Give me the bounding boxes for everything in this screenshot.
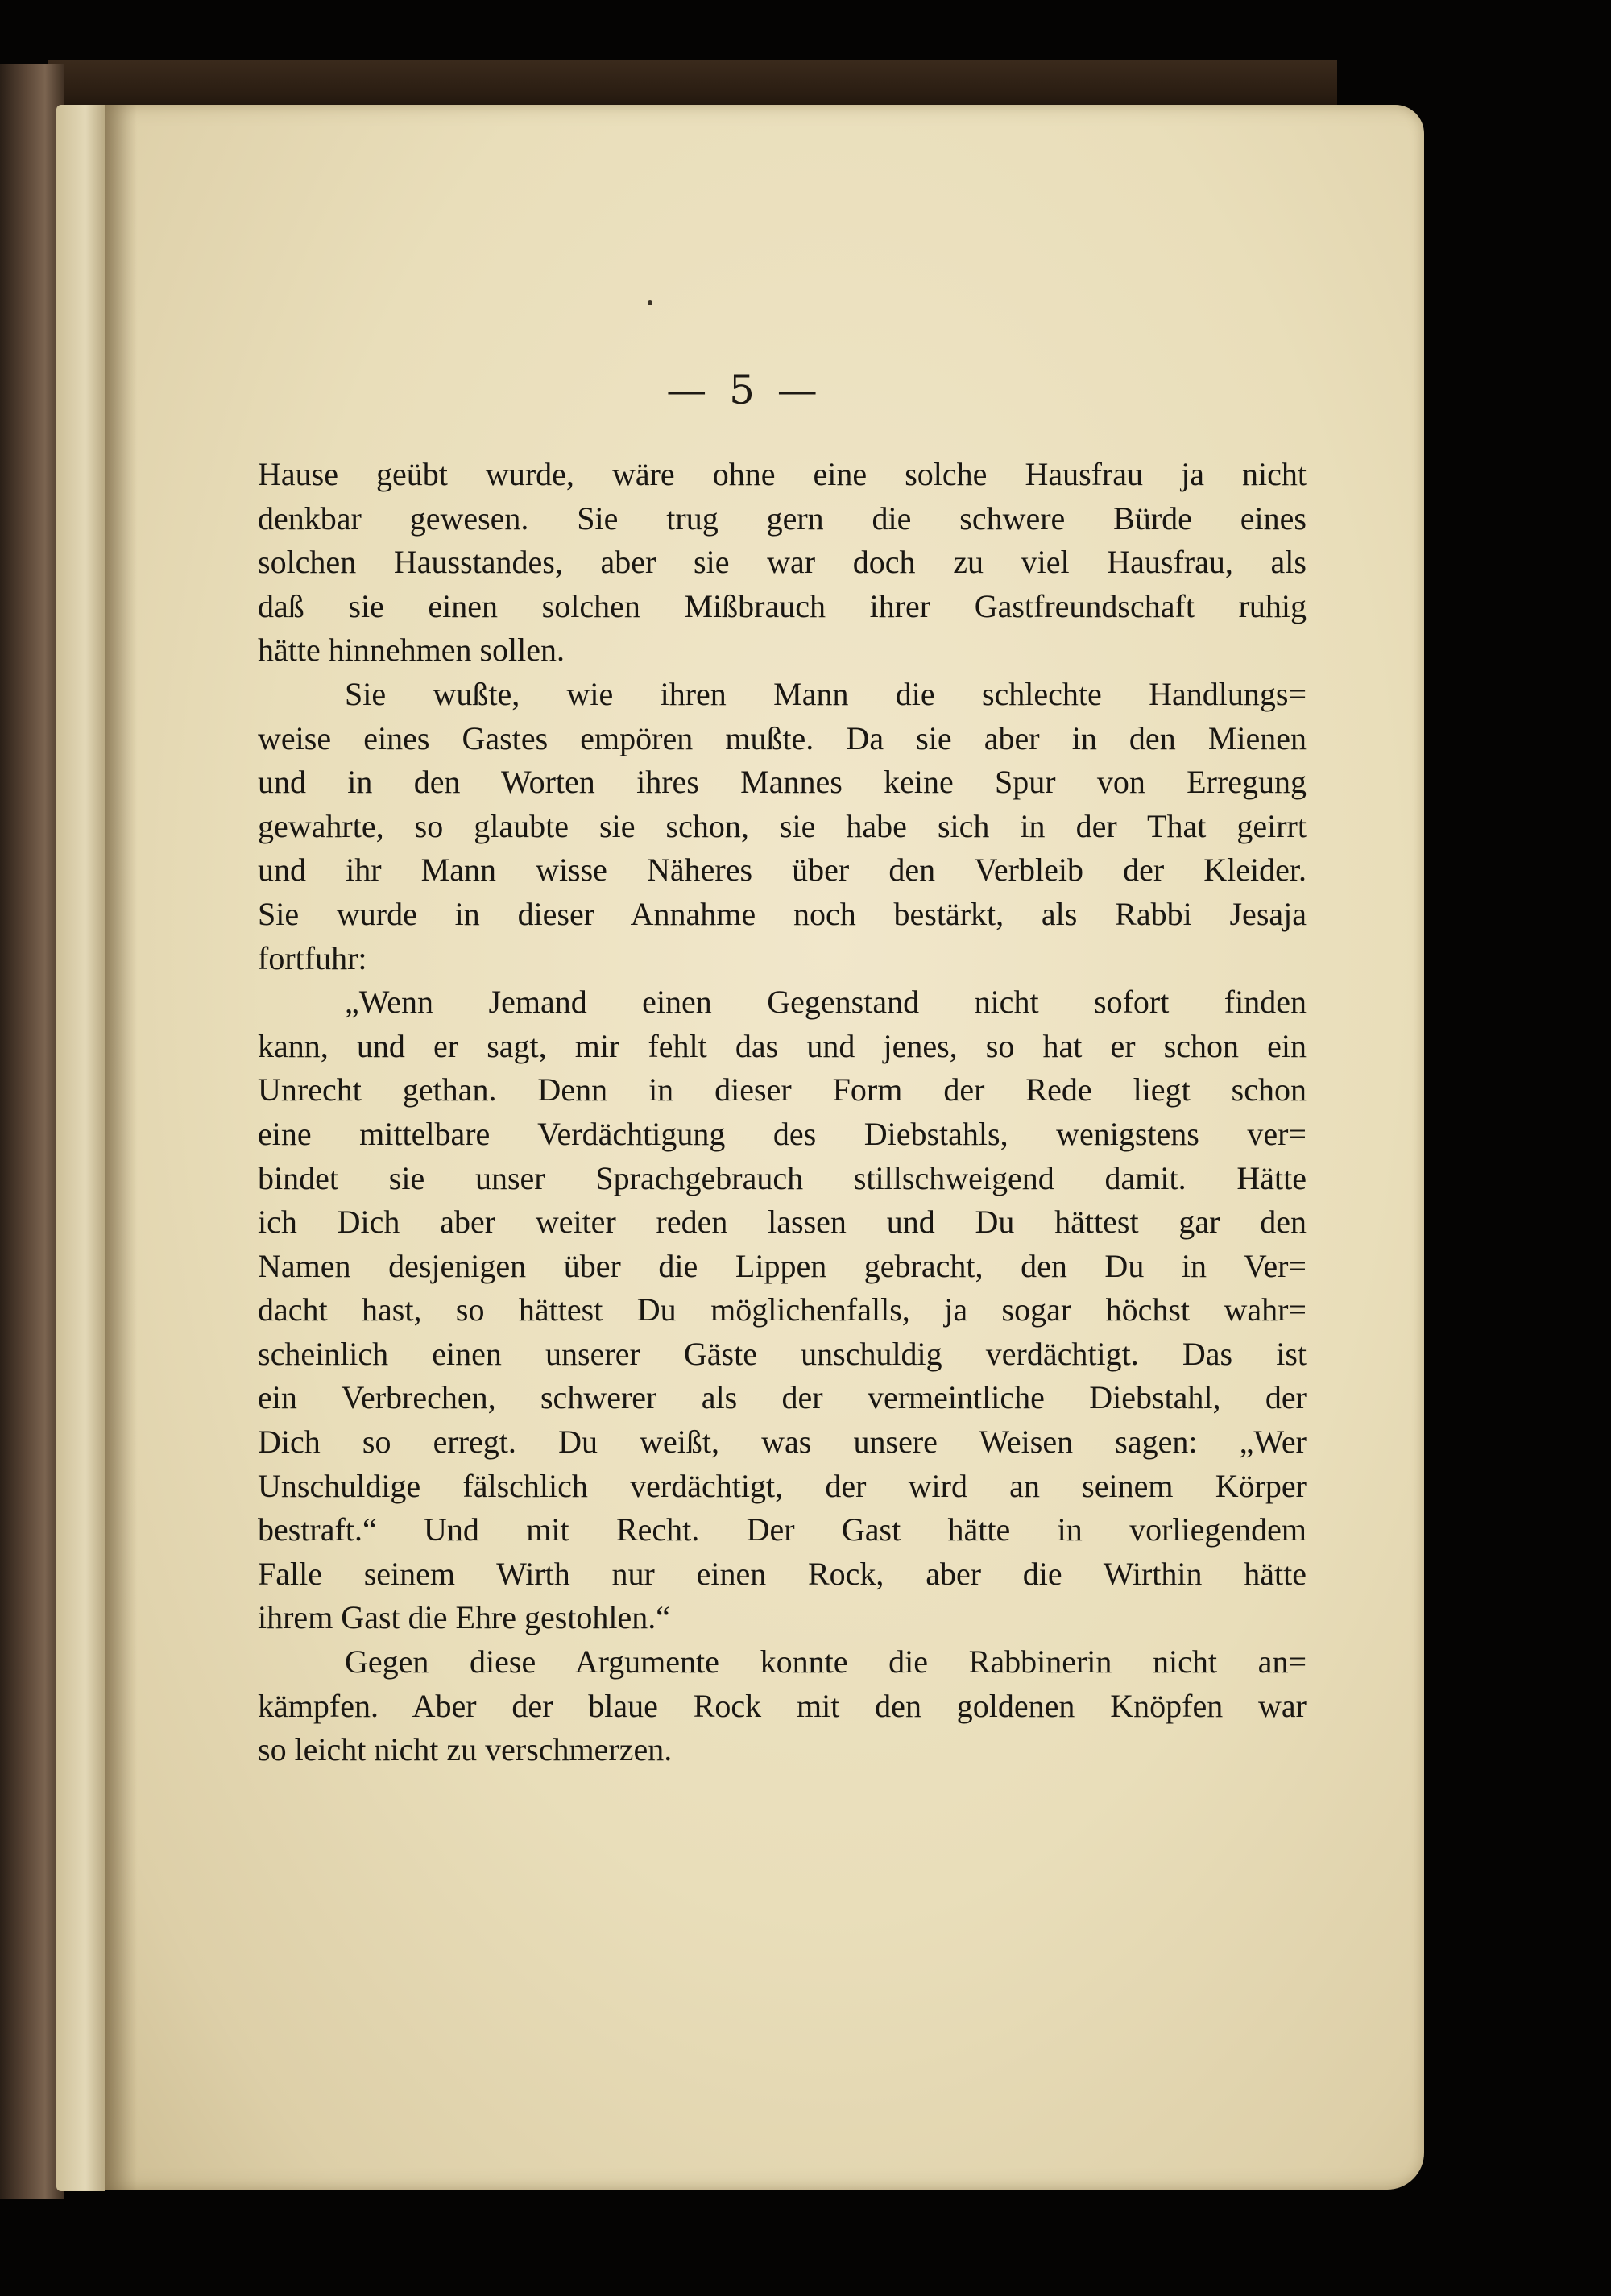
text-line: Sie wurde in dieser Annahme noch bestärkt, als Rabbi Jesaja (258, 895, 1307, 932)
paper-speck (648, 300, 652, 305)
text-line: hätte hinnehmen sollen. (258, 632, 565, 669)
text-line: Namen desjenigen über die Lippen gebracht, den Du in Ver= (258, 1247, 1307, 1284)
text-line: ein Verbrechen, schwerer als der vermeintliche Diebstahl, der (258, 1379, 1307, 1416)
text-line: Falle seinem Wirth nur einen Rock, aber die Wirthin hätte (258, 1555, 1307, 1592)
text-line: ich Dich aber weiter reden lassen und Du hättest gar den (258, 1204, 1307, 1241)
facing-page-edge (56, 105, 105, 2191)
text-line: eine mittelbare Verdächtigung des Diebstahls, wenigstens ver= (258, 1115, 1307, 1152)
text-line: dacht hast, so hättest Du möglichenfalls, ja sogar höchst wahr= (258, 1291, 1307, 1328)
page-number: — 5 — (666, 367, 822, 413)
body-text (258, 453, 1307, 1772)
book-binding (0, 64, 64, 2199)
text-line: daß sie einen solchen Mißbrauch ihrer Gastfreundschaft ruhig (258, 587, 1307, 624)
text-line: „Wenn Jemand einen Gegenstand nicht sofort finden (345, 984, 1307, 1021)
text-line: und ihr Mann wisse Näheres über den Verbleib der Kleider. (258, 852, 1307, 889)
text-line: scheinlich einen unserer Gäste unschuldig verdächtigt. Das ist (258, 1335, 1307, 1372)
text-line: kann, und er sagt, mir fehlt das und jenes, so hat er schon ein (258, 1027, 1307, 1064)
text-line: Gegen diese Argumente konnte die Rabbinerin nicht an= (345, 1643, 1307, 1681)
text-line: und in den Worten ihres Mannes keine Spur von Erregung (258, 764, 1307, 801)
text-line: ihrem Gast die Ehre gestohlen.“ (258, 1599, 671, 1636)
text-line: Dich so erregt. Du weißt, was unsere Weisen sagen: „Wer (258, 1424, 1307, 1461)
text-line: gewahrte, so glaubte sie schon, sie habe sich in der That geirrt (258, 807, 1307, 844)
gutter-shadow (105, 105, 137, 2190)
text-line: kämpfen. Aber der blaue Rock mit den goldenen Knöpfen war (258, 1687, 1307, 1724)
text-line: Unrecht gethan. Denn in dieser Form der Rede liegt schon (258, 1071, 1307, 1109)
text-line: Hause geübt wurde, wäre ohne eine solche Hausfrau ja nicht (258, 456, 1307, 492)
text-line: Unschuldige fälschlich verdächtigt, der wird an seinem Körper (258, 1467, 1307, 1504)
text-line: weise eines Gastes empören mußte. Da sie aber in den Mienen (258, 719, 1307, 756)
text-line: solchen Hausstandes, aber sie war doch zu viel Hausfrau, als (258, 544, 1307, 581)
text-line: so leicht nicht zu verschmerzen. (258, 1731, 673, 1768)
text-line: bestraft.“ Und mit Recht. Der Gast hätte in vorliegendem (258, 1511, 1307, 1548)
text-line: Sie wußte, wie ihren Mann die schlechte Handlungs= (345, 675, 1307, 712)
text-line: fortfuhr: (258, 939, 367, 976)
text-line: denkbar gewesen. Sie trug gern die schwere Bürde eines (258, 499, 1307, 537)
book-page (105, 105, 1424, 2190)
text-line: bindet sie unser Sprachgebrauch stillschweigend damit. Hätte (258, 1159, 1307, 1196)
